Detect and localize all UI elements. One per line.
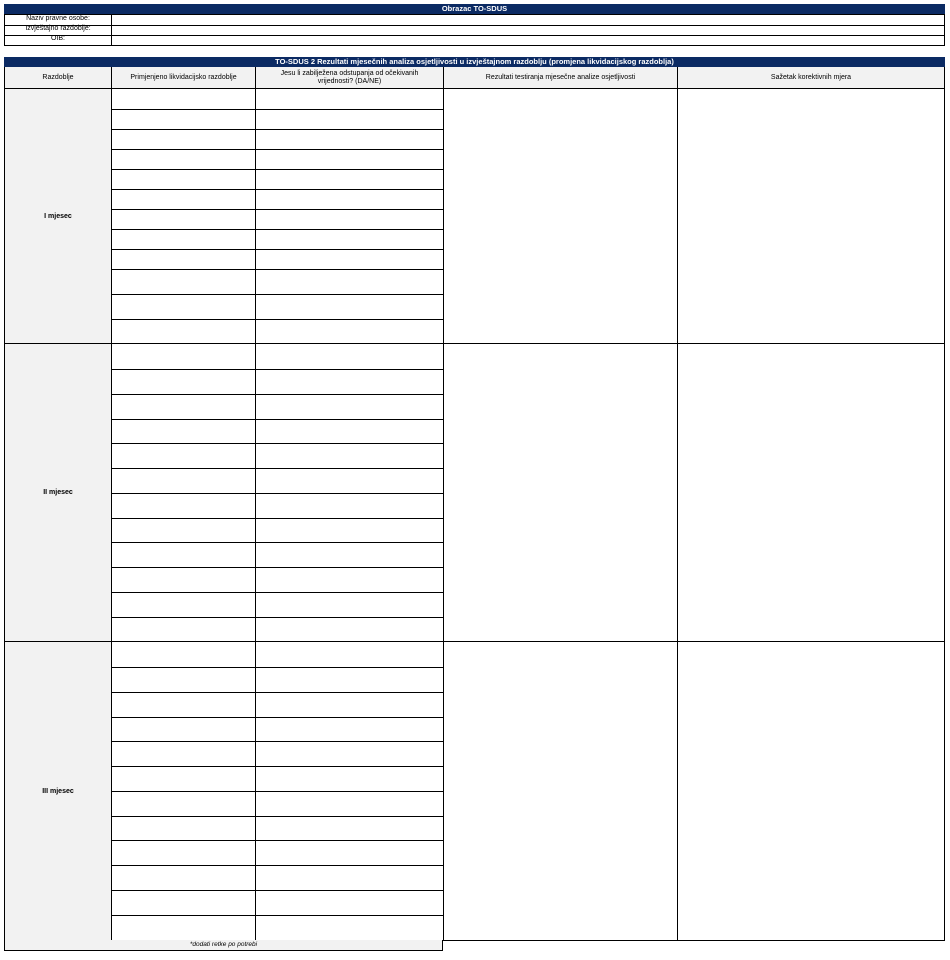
input-rows[interactable]	[111, 642, 444, 940]
reporting-period-field[interactable]	[112, 25, 944, 35]
column-header-period: Razdoblje	[5, 67, 111, 88]
footnote: *dodati retke po potrebi	[4, 940, 443, 951]
oib-field[interactable]	[112, 35, 944, 45]
column-header-test-results: Rezultati testiranja mjesečne analize osjetljivosti	[443, 67, 677, 88]
table-title: TO-SDUS 2 Rezultati mjesečnih analiza osjetljivosti u izvještajnom razdoblju (promjena likvidacijskog razdoblja)	[4, 57, 945, 67]
month-block-3	[4, 641, 945, 941]
input-rows[interactable]	[111, 89, 444, 343]
column-header-deviations: Jesu li zabilježena odstupanja od očekivanih vrijednosti? (DA/NE)	[255, 67, 443, 88]
oib-label: OIB:	[50, 35, 65, 42]
month-block-2	[4, 343, 945, 642]
month-block-1	[4, 88, 945, 344]
column-header-corrective-measures: Sažetak korektivnih mjera	[677, 67, 944, 88]
column-header-row	[4, 67, 945, 89]
input-rows[interactable]	[111, 344, 444, 641]
legal-entity-field[interactable]	[112, 15, 944, 25]
form-title: Obrazac TO-SDUS	[4, 4, 945, 14]
month-label: III mjesec	[5, 642, 111, 940]
month-label: II mjesec	[5, 344, 111, 641]
form-fields	[4, 14, 945, 46]
reporting-period-label: Izvještajno razdoblje:	[25, 25, 91, 32]
month-label: I mjesec	[5, 89, 111, 343]
legal-entity-label: Naziv pravne osobe:	[26, 15, 90, 22]
column-header-liquidation-period: Primjenjeno likvidacijsko razdoblje	[111, 67, 255, 88]
